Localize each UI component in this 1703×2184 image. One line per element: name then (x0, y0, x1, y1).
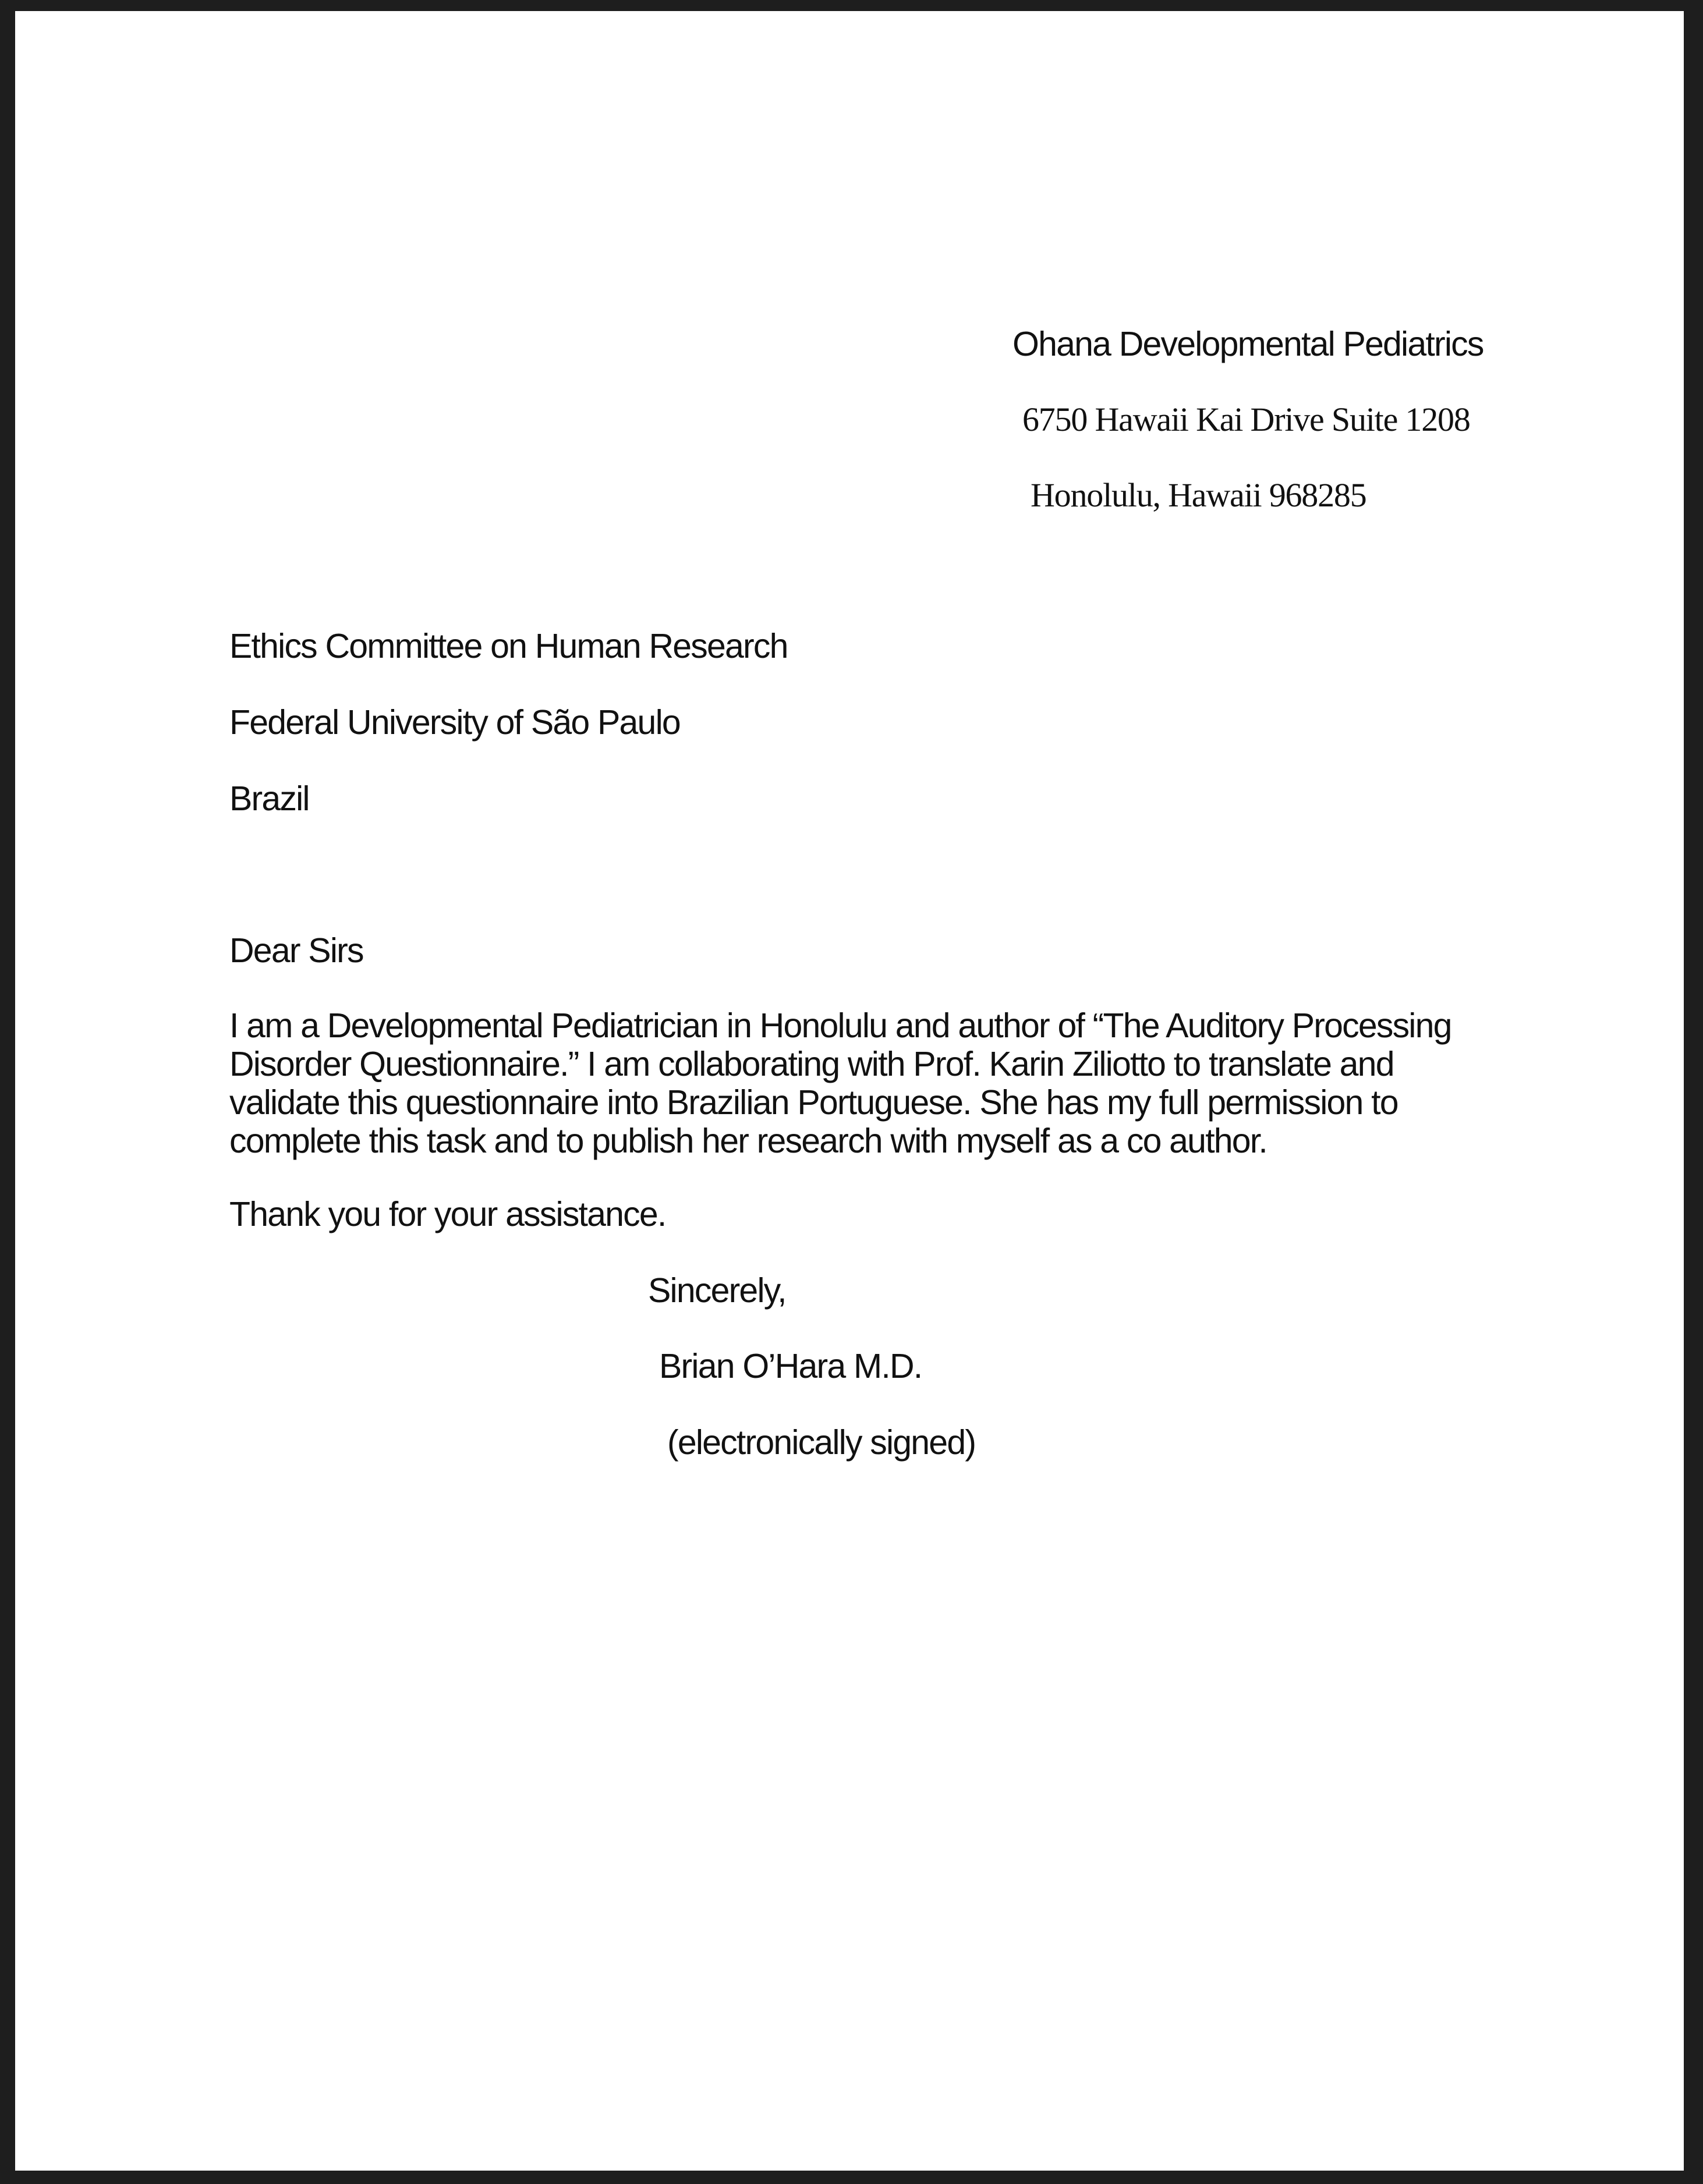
body-line: I am a Developmental Pediatrician in Honolulu and author of “The Auditory Processing (229, 1006, 1451, 1045)
recipient-committee: Ethics Committee on Human Research (229, 627, 788, 665)
body-paragraph (229, 1006, 1510, 1160)
signature-note: (electronically signed) (667, 1423, 976, 1462)
letterhead-city: Honolulu, Hawaii 968285 (1031, 476, 1366, 514)
valediction: Sincerely, (648, 1271, 786, 1310)
recipient-university: Federal University of São Paulo (229, 703, 680, 742)
salutation: Dear Sirs (229, 931, 363, 970)
thanks-line: Thank you for your assistance. (229, 1195, 666, 1233)
signer-name: Brian O’Hara M.D. (659, 1347, 922, 1385)
body-line: validate this questionnaire into Brazilian Portuguese. She has my full permission to (229, 1083, 1398, 1122)
letterhead-street: 6750 Hawaii Kai Drive Suite 1208 (1022, 400, 1470, 438)
body-line: complete this task and to publish her research with myself as a co author. (229, 1122, 1267, 1160)
recipient-country: Brazil (229, 779, 309, 818)
letterhead-organization: Ohana Developmental Pediatrics (1012, 325, 1484, 363)
body-line: Disorder Questionnaire.” I am collaborating with Prof. Karin Ziliotto to translate and (229, 1045, 1394, 1083)
